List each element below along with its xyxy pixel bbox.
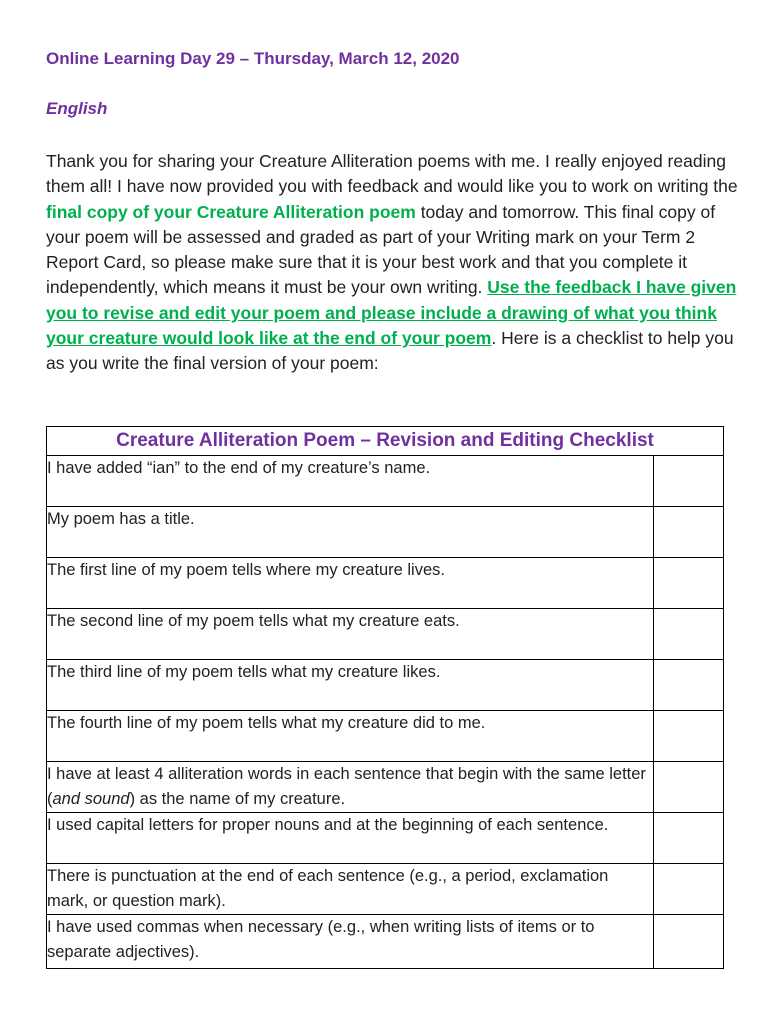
intro-text-1: Thank you for sharing your Creature Alliteration poems with me. I really enjoyed reading them all! I have now provided you with feedback and would like you to work on writing the bbox=[46, 151, 738, 197]
table-row bbox=[47, 864, 724, 915]
checklist-checkbox[interactable] bbox=[654, 813, 724, 864]
table-row bbox=[47, 456, 724, 507]
table-row bbox=[47, 915, 724, 969]
checklist-item-text-italic: and sound bbox=[52, 790, 130, 808]
checklist-checkbox[interactable] bbox=[654, 915, 724, 969]
checklist-item-text: I have added “ian” to the end of my creature’s name. bbox=[47, 456, 654, 507]
checklist-item-text bbox=[47, 762, 654, 813]
checklist-item-text-before: I have at least 4 alliteration words in each sentence that begin with the same letter ( bbox=[47, 765, 646, 808]
checklist-checkbox[interactable] bbox=[654, 507, 724, 558]
table-row bbox=[47, 660, 724, 711]
table-row bbox=[47, 813, 724, 864]
checklist-item-text: The second line of my poem tells what my creature eats. bbox=[47, 609, 654, 660]
subject-label: English bbox=[46, 99, 108, 118]
checklist-checkbox[interactable] bbox=[654, 660, 724, 711]
checklist-title: Creature Alliteration Poem – Revision and Editing Checklist bbox=[47, 427, 724, 456]
table-row bbox=[47, 507, 724, 558]
intro-highlight-instructions: Use the feedback I have given you to revise and edit your poem and please include a drawing of what you think your creature would look like at the end of your poem bbox=[46, 277, 737, 349]
table-row bbox=[47, 609, 724, 660]
checklist-item-text: I have used commas when necessary (e.g., when writing lists of items or to separate adjectives). bbox=[47, 915, 654, 969]
checklist-item-text: The fourth line of my poem tells what my creature did to me. bbox=[47, 711, 654, 762]
checklist-table bbox=[46, 426, 724, 969]
checklist-checkbox[interactable] bbox=[654, 558, 724, 609]
checklist-item-text: My poem has a title. bbox=[47, 507, 654, 558]
table-row bbox=[47, 711, 724, 762]
table-row bbox=[47, 558, 724, 609]
page-title: Online Learning Day 29 – Thursday, March 12, 2020 bbox=[46, 49, 460, 68]
checklist-checkbox[interactable] bbox=[654, 864, 724, 915]
checklist-item-text: There is punctuation at the end of each sentence (e.g., a period, exclamation mark, or question mark). bbox=[47, 864, 654, 915]
intro-paragraph bbox=[46, 149, 746, 377]
checklist-item-text: I used capital letters for proper nouns and at the beginning of each sentence. bbox=[47, 813, 654, 864]
table-row bbox=[47, 762, 724, 813]
checklist-item-text-after: ) as the name of my creature. bbox=[129, 790, 346, 808]
intro-text-3: . Here is a checklist to help you as you write the final version of your poem: bbox=[46, 328, 734, 374]
intro-text-2: today and tomorrow. This final copy of your poem will be assessed and graded as part of your Writing mark on your Term 2 Report Card, so please make sure that it is your best work and that you complete it independently, which means it must be your own writing. bbox=[46, 201, 716, 298]
checklist-checkbox[interactable] bbox=[654, 762, 724, 813]
checklist-checkbox[interactable] bbox=[654, 456, 724, 507]
checklist-item-text: The first line of my poem tells where my creature lives. bbox=[47, 558, 654, 609]
checklist-checkbox[interactable] bbox=[654, 711, 724, 762]
checklist-checkbox[interactable] bbox=[654, 609, 724, 660]
checklist-item-text: The third line of my poem tells what my creature likes. bbox=[47, 660, 654, 711]
intro-highlight-final-copy: final copy of your Creature Alliteration poem bbox=[46, 201, 416, 222]
